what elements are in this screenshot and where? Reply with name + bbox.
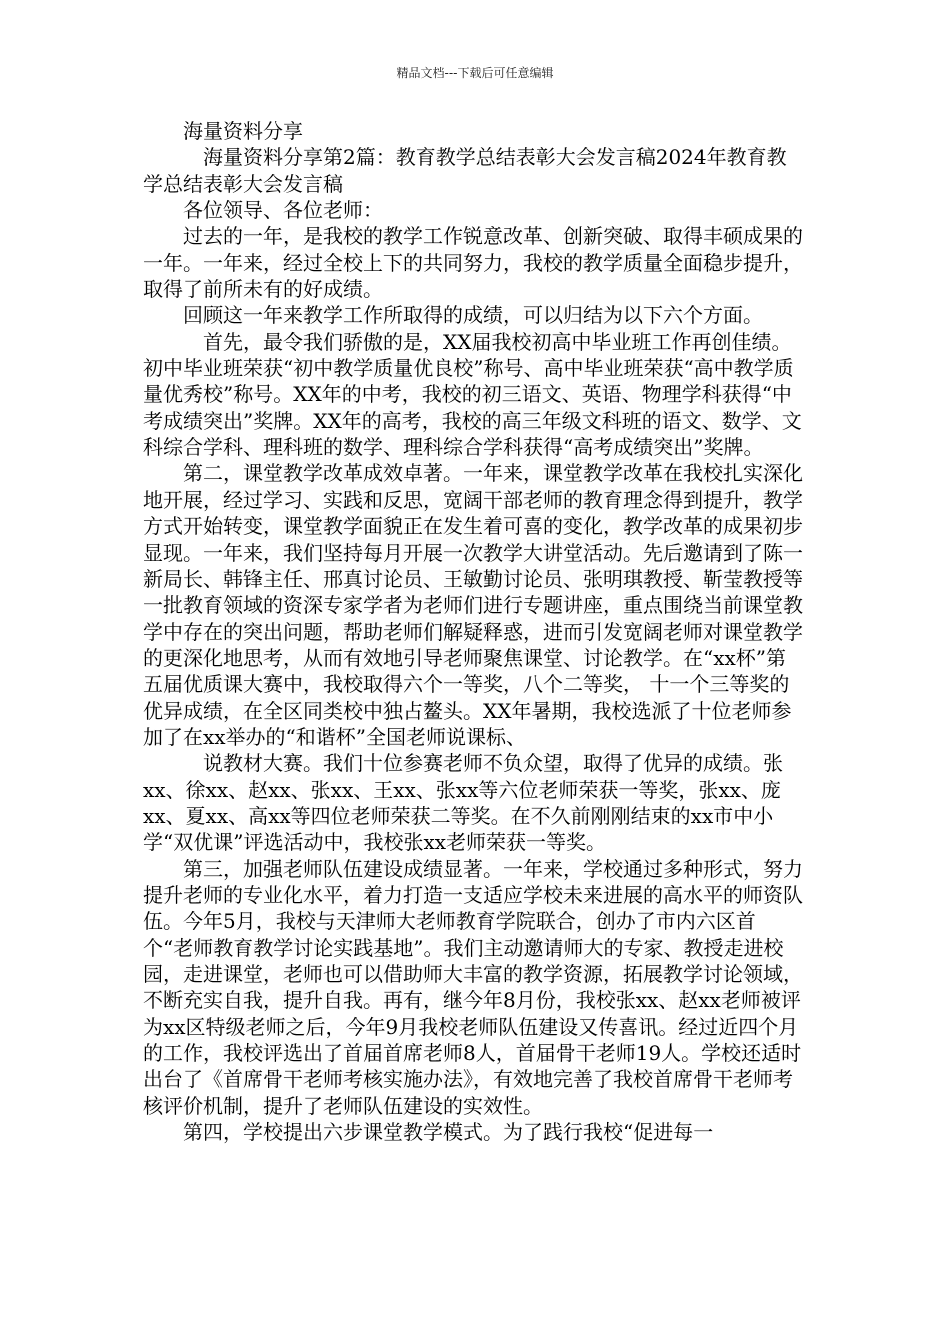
paragraph-review: 回顾这一年来教学工作所取得的成绩，可以归结为以下六个方面。 — [183, 303, 763, 328]
paragraph-opening: 过去的一年，是我校的教学工作锐意改革、创新突破、取得丰硕成果的一年。一年来，经过全校上下的共同努力，我校的教学质量全面稳步提升，取得了前所未有的好成绩。 — [143, 224, 803, 302]
document-body — [143, 118, 805, 1145]
paragraph-second: 第二，课堂教学改革成效卓著。一年来，课堂教学改革在我校扎实深化地开展，经过学习、实践和反思，宽阔干部老师的教育理念得到提升，教学方式开始转变，课堂教学面貌正在发生着可喜的变化，教学改革的成果初步显现。一年来，我们坚持每月开展一次教学大讲堂活动。先后邀请到了陈一新局长、韩锋主任、邢真讨论员、王敏勤讨论员、张明琪教授、靳莹教授等一批教育领域的资深专家学者为老师们进行专题讲座，重点围绕当前课堂教学中存在的突出问题，帮助老师们解疑释惑，进而引发宽阔老师对课堂教学的更深化地思考，从而有效地引导老师聚焦课堂、讨论教学。在“xx杯”第五届优质课大赛中，我校取得六个一等奖，八个二等奖， 十一个三等奖的优异成绩，在全区同类校中独占鳌头。XX年暑期，我校选派了十位老师参加了在xx举办的“和谐杯”全国老师说课标、 — [143, 461, 803, 749]
paragraph-third: 第三，加强老师队伍建设成绩显著。一年来，学校通过多种形式，努力提升老师的专业化水平，着力打造一支适应学校未来进展的高水平的师资队伍。今年5月，我校与天津师大老师教育学院联合，创办了市内六区首个“老师教育教学讨论实践基地”。我们主动邀请师大的专家、教授走进校园，走进课堂，老师也可以借助师大丰富的教学资源，拓展教学讨论领域，不断充实自我，提升自我。再有，继今年8月份，我校张xx、赵xx老师被评为xx区特级老师之后，今年9月我校老师队伍建设又传喜讯。经过近四个月的工作，我校评选出了首届首席老师8人，首届骨干老师19人。学校还适时出台了《首席骨干老师考核实施办法》，有效地完善了我校首席骨干老师考核评价机制，提升了老师队伍建设的实效性。 — [143, 856, 803, 1118]
paragraph-first: 首先，最令我们骄傲的是，XX届我校初高中毕业班工作再创佳绩。初中毕业班荣获“初中教学质量优良校”称号、高中毕业班荣获“高中教学质量优秀校”称号。XX年的中考，我校的初三语文、英语、物理学科获得“中考成绩突出”奖牌。XX年的高考，我校的高三年级文科班的语文、数学、文科综合学科、理科班的数学、理科综合学科获得“高考成绩突出”奖牌。 — [143, 329, 802, 460]
paragraph-fourth: 第四，学校提出六步课堂教学模式。为了践行我校“促进每一 — [183, 1120, 714, 1145]
paragraph-title: 海量资料分享第2篇：教育教学总结表彰大会发言稿2024年教育教学总结表彰大会发言稿 — [143, 145, 787, 196]
page-header: 精品文档---下载后可任意编辑 — [396, 66, 554, 80]
paragraph-salutation: 各位领导、各位老师： — [183, 198, 383, 223]
paragraph-intro: 海量资料分享 — [183, 119, 303, 143]
paragraph-second-continued: 说教材大赛。我们十位参赛老师不负众望，取得了优异的成绩。张xx、徐xx、赵xx、张xx、王xx、张xx等六位老师荣获一等奖，张xx、庞xx、夏xx、高xx等四位老师荣获二等奖。在不久前刚刚结束的xx市中小学“双优课”评选活动中，我校张xx老师荣获一等奖。 — [143, 751, 783, 855]
